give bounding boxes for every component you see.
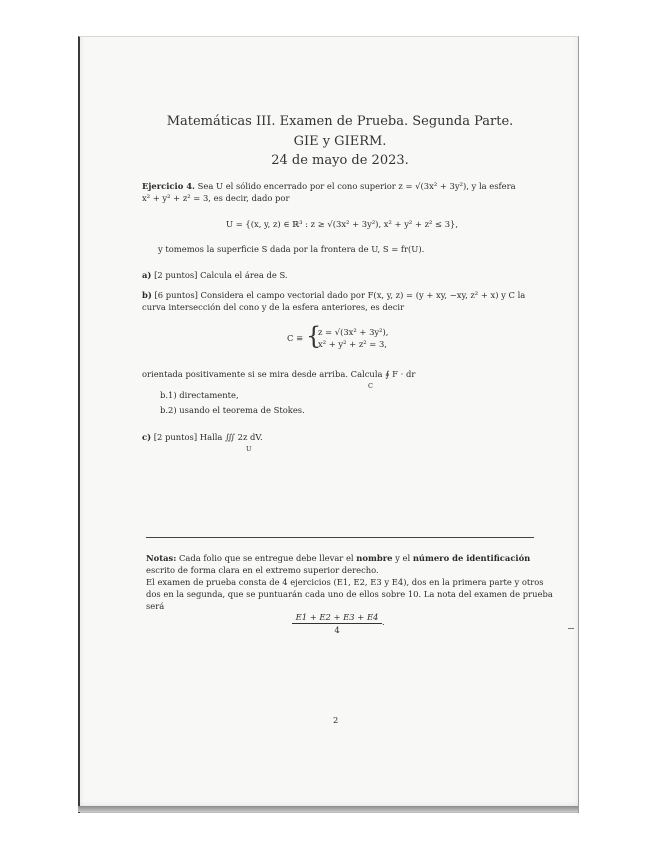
notes-line3: El examen de prueba consta de 4 ejercicios (E1, E2, E3 y E4), dos en la primera parte y otros (146, 577, 544, 587)
notes-divider (146, 537, 534, 538)
notes-line2: escrito de forma clara en el extremo superior derecho. (146, 565, 379, 575)
exercise-heading: Ejercicio 4. (142, 181, 195, 191)
part-b-line2: curva intersección del cono y de la esfera anteriores, es decir (142, 302, 405, 312)
part-b1: b.1) directamente, (160, 390, 239, 400)
exercise-intro-line1 (142, 181, 516, 192)
oriented-line: orientada positivamente si se mira desde arriba. Calcula ∮ F · dr (142, 369, 416, 379)
part-b2: b.2) usando el teorema de Stokes. (160, 405, 305, 415)
part-a (142, 270, 288, 281)
curve-equation-1: z = √(3x² + 3y²), (318, 327, 389, 337)
page-number: 2 (333, 715, 339, 725)
grade-formula-period: . (382, 617, 385, 627)
grade-formula-numerator: E1 + E2 + E3 + E4 (292, 612, 382, 624)
set-definition: U = {(x, y, z) ∈ ℝ³ : z ≥ √(3x² + 3y²), x² + y² + z² ≤ 3}, (226, 219, 459, 229)
notes-text-1: Cada folio que se entregue debe llevar el (179, 553, 354, 563)
notes-bold-name: nombre (356, 553, 393, 563)
part-c-label: c) (142, 432, 152, 442)
part-c-text: [2 puntos] Halla ∭ 2z dV. (153, 432, 263, 442)
curve-brace: { (306, 322, 322, 350)
notes-line5: será (146, 601, 165, 611)
edge-mark (568, 628, 574, 629)
exam-subtitle: GIE y GIERM. (293, 134, 387, 149)
part-b-line1 (142, 290, 525, 301)
exercise-intro-text: Sea U el sólido encerrado por el cono superior z = √(3x² + 3y²), y la esfera (197, 181, 516, 191)
integral-subscript-c: C (368, 382, 373, 390)
part-a-label: a) (142, 270, 152, 280)
notes-line4: dos en la segunda, que se puntuarán cada uno de ellos sobre 10. La nota del examen de prueba (146, 589, 553, 599)
surface-definition: y tomemos la superficie S dada por la frontera de U, S = fr(U). (158, 244, 425, 254)
notes-label: Notas: (146, 553, 177, 563)
grade-formula (292, 612, 382, 635)
exam-date: 24 de mayo de 2023. (271, 153, 409, 168)
notes-bold-id: número de identificación (412, 553, 531, 563)
part-c (142, 432, 263, 443)
notes-line1 (146, 553, 530, 564)
notes-text-2: y el (395, 553, 411, 563)
page-edge-shadow (78, 806, 578, 812)
curve-equation-2: x² + y² + z² = 3, (318, 339, 387, 349)
part-b-label: b) (142, 290, 152, 300)
part-a-text: [2 puntos] Calcula el área de S. (154, 270, 288, 280)
exam-title: Matemáticas III. Examen de Prueba. Segunda Parte. (166, 114, 514, 129)
exercise-intro-line2: x² + y² + z² = 3, es decir, dado por (142, 193, 290, 203)
grade-formula-denominator: 4 (334, 625, 340, 635)
curve-lhs: C ≡ (287, 333, 304, 343)
part-b-text: [6 puntos] Considera el campo vectorial dado por F(x, y, z) = (y + xy, −xy, z² + x) y C la (154, 290, 526, 300)
integral-subscript-u: U (246, 445, 252, 453)
